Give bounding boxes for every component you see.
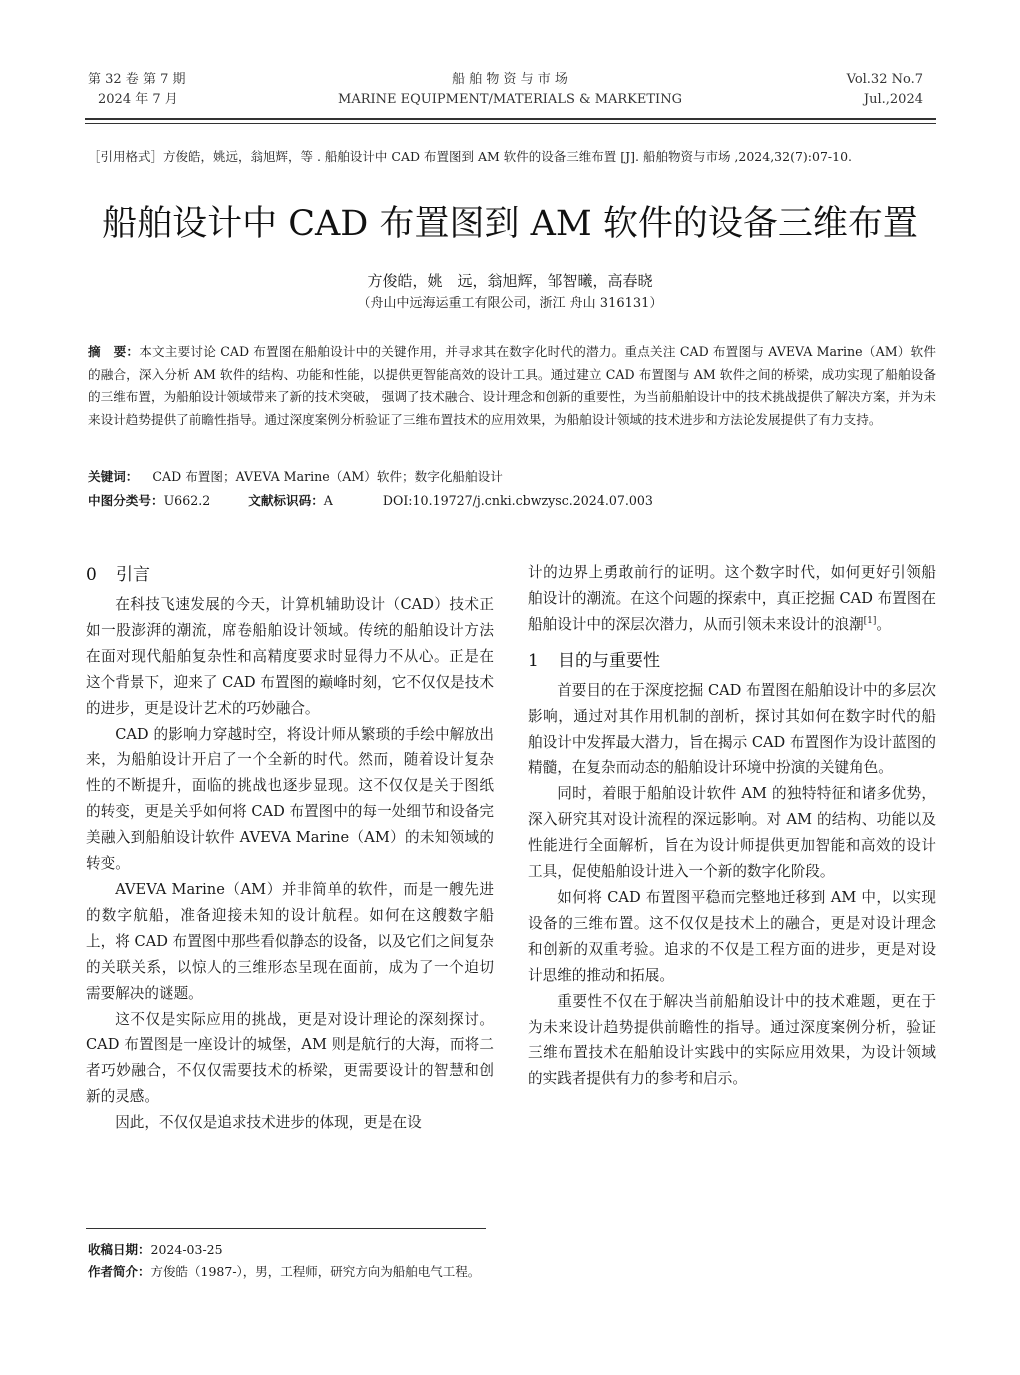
abstract-label: 摘 要： — [88, 344, 140, 359]
received-label: 收稿日期： — [88, 1242, 151, 1257]
paragraph: 如何将 CAD 布置图平稳而完整地迁移到 AM 中，以实现设备的三维布置。这不仅仅是技术上的融合，更是对设计理念和创新的双重考验。追求的不仅是工程方面的进步，更是对设计思维的推动和拓展。 — [528, 888, 936, 984]
classification-line — [88, 490, 936, 512]
paragraph: AVEVA Marine（AM）并非简单的软件，而是一艘先进的数字航船，准备迎接未知的设计航程。如何在这艘数字船上，将 CAD 布置图中那些看似静态的设备，以及它们之间复杂的关联关系，以惊人的三维形态呈现在面前，成为了一个迫切需要解决的谜题。 — [86, 880, 494, 1002]
section-number: 0 — [86, 565, 97, 585]
journal-volume-issue — [88, 70, 308, 110]
header-rule-thick — [85, 118, 936, 120]
body-column-right — [528, 560, 936, 1092]
citation-text: 方俊皓，姚远，翁旭辉，等 . 船舶设计中 CAD 布置图到 AM 软件的设备三维布置 [J]. 船舶物资与市场 ,2024,32(7):07-10. — [163, 149, 853, 164]
section-heading-introduction — [86, 560, 494, 590]
received-value: 2024-03-25 — [150, 1242, 223, 1257]
paragraph: 重要性不仅在于解决当前船舶设计中的技术难题，更在于为未来设计趋势提供前瞻性的指导。通过深度案例分析，验证三维布置技术在船舶设计实践中的实际应用效果，为设计领域的实践者提供有力的参考和启示。 — [528, 992, 936, 1088]
paragraph: 因此，不仅仅是追求技术进步的体现，更是在设 — [115, 1114, 422, 1132]
section-heading-purpose — [528, 646, 936, 676]
journal-volume-en — [720, 70, 923, 110]
paragraph-end: 。 — [876, 615, 892, 633]
paragraph: 这不仅是实际应用的挑战，更是对设计理论的深刻探讨。CAD 布置图是一座设计的城堡，AM 则是航行的大海，而将二者巧妙融合，不仅仅需要技术的桥梁，更需要设计的智慧和创新的灵感。 — [86, 1010, 494, 1106]
citation-format — [88, 147, 938, 167]
section-title: 引言 — [116, 565, 150, 585]
footnote-rule — [86, 1228, 486, 1229]
volume-en-line: Vol.32 No.7 — [846, 72, 923, 87]
article-title: 船舶设计中 CAD 布置图到 AM 软件的设备三维布置 — [102, 204, 918, 244]
paragraph: CAD 的影响力穿越时空，将设计师从繁琐的手绘中解放出来，为船舶设计开启了一个全新的时代。然而，随着设计复杂性的不断提升，面临的挑战也逐步显现。这不仅仅是关于图纸的转变，更是关乎如何将 CAD 布置图中的每一处细节和设备完美融入到船舶设计软件 AVEVA Marine（AM）的未知领域的转变。 — [86, 725, 494, 873]
journal-name-en: MARINE EQUIPMENT/MATERIALS & MARKETING — [338, 92, 682, 107]
author-bio — [88, 1262, 938, 1282]
paragraph: 同时，着眼于船舶设计软件 AM 的独特特征和诸多优势，深入研究其对设计流程的深远影响。对 AM 的结构、功能以及性能进行全面解析，旨在为设计师提供更加智能和高效的设计工具，促使船舶设计进入一个新的数字化阶段。 — [528, 785, 936, 881]
clc-value: U662.2 — [163, 493, 211, 508]
paragraph-text: 计的边界上勇敢前行的证明。这个数字时代，如何更好引领船舶设计的潮流。在这个问题的探索中，真正挖掘 CAD 布置图在船舶设计中的深层次潜力，从而引领未来设计的浪潮 — [528, 564, 936, 633]
body-column-left — [86, 560, 494, 1136]
doc-code-label: 文献标识码： — [248, 493, 324, 508]
citation-label: ［引用格式］ — [88, 149, 164, 164]
author-affiliation: （舟山中远海运重工有限公司，浙江 舟山 316131） — [357, 296, 663, 311]
section-title: 目的与重要性 — [558, 650, 660, 671]
keywords — [88, 466, 936, 488]
keywords-text: CAD 布置图；AVEVA Marine（AM）软件；数字化船舶设计 — [152, 469, 503, 484]
volume-issue-line: 第 32 卷 第 7 期 — [88, 72, 186, 87]
author-bio-text: 方俊皓（1987-），男，工程师，研究方向为船舶电气工程。 — [150, 1264, 481, 1279]
doi: DOI:10.19727/j.cnki.cbwzysc.2024.07.003 — [382, 493, 653, 508]
header-rule-thin — [85, 123, 936, 124]
reference-marker: [1] — [863, 615, 877, 626]
received-date — [88, 1240, 938, 1260]
journal-name — [300, 70, 720, 110]
date-en-line: Jul.,2024 — [863, 92, 923, 107]
abstract — [88, 341, 936, 431]
doc-code-value: A — [323, 493, 333, 508]
clc-label: 中图分类号： — [88, 493, 164, 508]
author-list: 方俊皓，姚 远，翁旭辉，邹智曦，高春晓 — [367, 272, 653, 290]
section-number: 1 — [528, 650, 539, 671]
abstract-text: 本文主要讨论 CAD 布置图在船舶设计中的关键作用，并寻求其在数字化时代的潜力。重点关注 CAD 布置图与 AVEVA Marine（AM）软件的融合，深入分析 AM 软件的结构、功能和性能，以提供更智能高效的设计工具。通过建立 CAD 布置图与 AM 软件之间的桥梁，成功实现了船舶设备的三维布置，为船舶设计领域带来了新的技术突破， 强调了技术融合、设计理念和创新的重要性，为当前船舶设计中的技术挑战提供了解决方案，并为未来设计趋势提供了前瞻性指导。通过深度案例分析验证了三维布置技术的应用效果，为船舶设计领域的技术进步和方法论发展提供了有力支持。 — [88, 344, 936, 427]
paragraph: 首要目的在于深度挖掘 CAD 布置图在船舶设计中的多层次影响，通过对其作用机制的剖析，探讨其如何在数字时代的船舶设计中发挥最大潜力，旨在揭示 CAD 布置图作为设计蓝图的精髓，在复杂而动态的船舶设计环境中扮演的关键角色。 — [528, 681, 936, 777]
journal-name-cn: 船 舶 物 资 与 市 场 — [452, 72, 568, 87]
paragraph: 在科技飞速发展的今天，计算机辅助设计（CAD）技术正如一股澎湃的潮流，席卷船舶设计领域。传统的船舶设计方法在面对现代船舶复杂性和高精度要求时显得力不从心。正是在这个背景下，迎来了 CAD 布置图的巅峰时刻，它不仅仅是技术的进步，更是设计艺术的巧妙融合。 — [86, 596, 494, 717]
keywords-label: 关键词： — [88, 469, 139, 484]
author-bio-label: 作者简介： — [88, 1264, 151, 1279]
issue-date-line: 2024 年 7 月 — [98, 92, 178, 107]
paragraph-continued — [528, 560, 936, 638]
